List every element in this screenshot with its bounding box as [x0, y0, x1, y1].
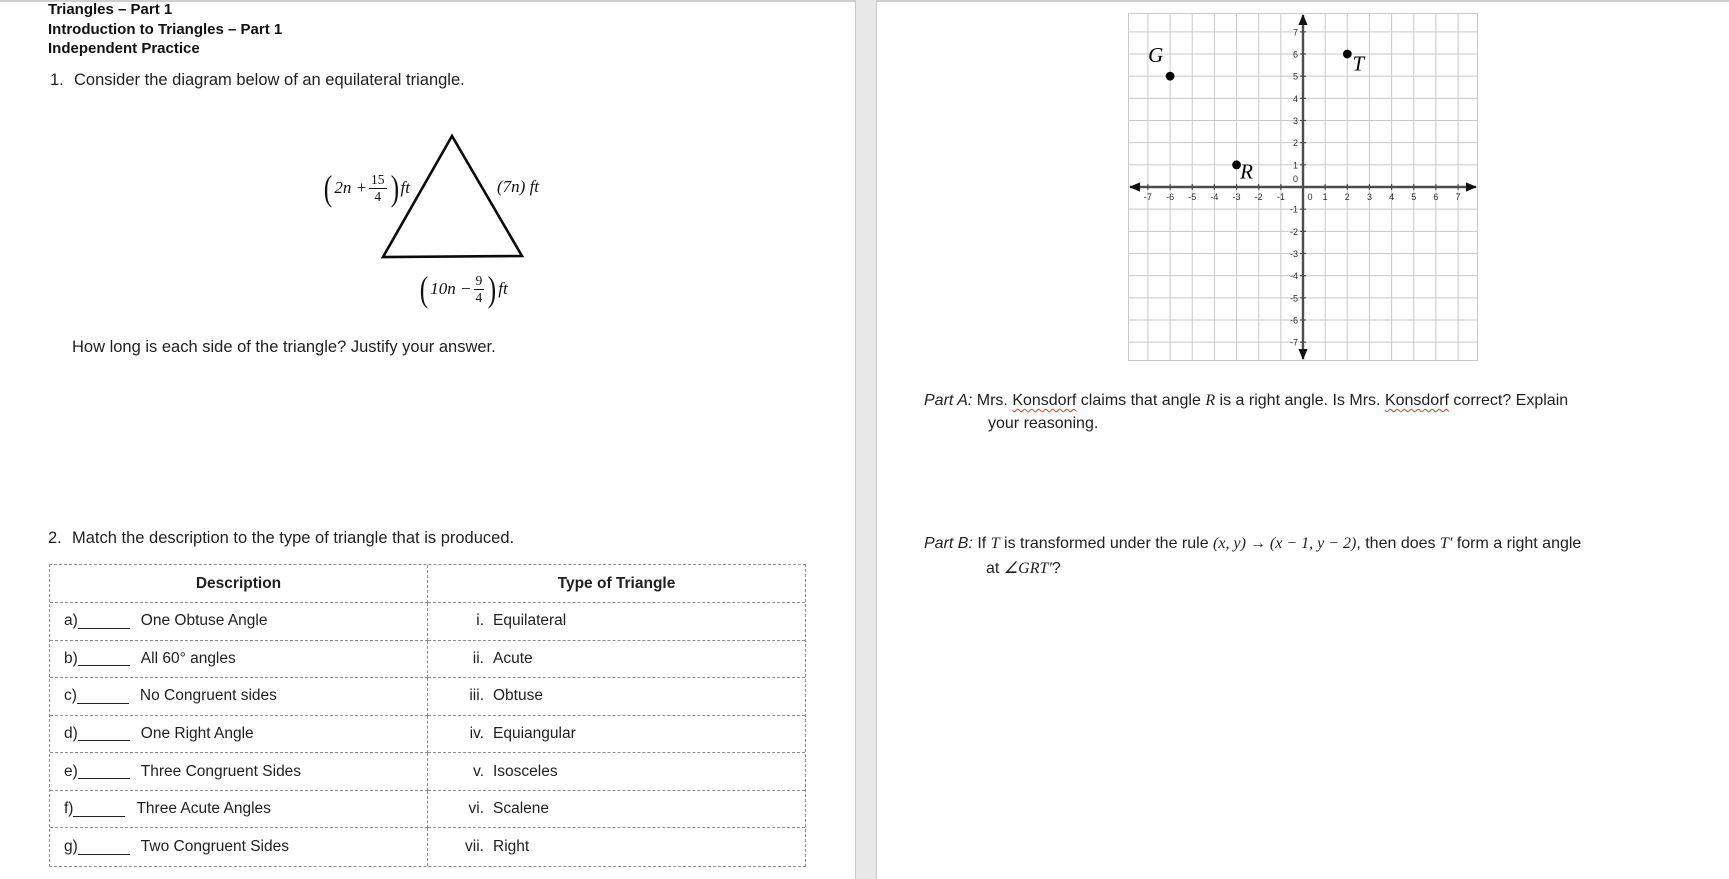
text-segment: Part B:	[924, 535, 973, 552]
question-1-followup: How long is each side of the triangle? Justify your answer.	[72, 338, 496, 356]
triangle-right-side-label: (7n) ft	[497, 177, 540, 196]
x-axis-arrow-left	[1129, 182, 1140, 191]
y-tick-label: 1	[1292, 160, 1298, 171]
point-label-T: T	[1352, 51, 1365, 76]
y-tick-label: 0	[1292, 174, 1298, 184]
y-axis-arrow-down	[1298, 349, 1307, 360]
row-letter: f)	[64, 800, 74, 818]
text-segment: claims that angle	[1076, 392, 1206, 409]
text-segment: ?	[1051, 560, 1061, 577]
y-tick-label: -6	[1289, 315, 1298, 326]
x-tick-label: 3	[1366, 192, 1372, 202]
point-T	[1343, 50, 1352, 59]
triangle-type-text: Acute	[493, 649, 533, 667]
close-paren: )	[488, 269, 497, 309]
description-text: One Obtuse Angle	[140, 612, 268, 630]
question-2-text: Match the description to the type of triangle that is produced.	[72, 529, 515, 547]
triangle-type-text: Equiangular	[493, 724, 576, 742]
header-line-lesson: Introduction to Triangles – Part 1	[48, 20, 283, 38]
answer-blank	[78, 726, 130, 741]
y-tick-label: 3	[1292, 116, 1298, 127]
table-row-type	[428, 641, 805, 679]
x-tick-label: -1	[1276, 192, 1285, 202]
roman-numeral: vi.	[468, 800, 484, 818]
header-line-unit: Triangles – Part 1	[48, 1, 173, 18]
question-1-number: 1.	[50, 71, 64, 89]
x-tick-label: 7	[1455, 192, 1461, 202]
y-tick-label: -5	[1289, 293, 1298, 304]
y-tick-label: -7	[1289, 337, 1298, 348]
table-header-description: Description	[50, 565, 428, 603]
question-2	[48, 529, 514, 548]
answer-blank	[78, 651, 130, 666]
table-row-type	[428, 678, 805, 716]
y-tick-label: 7	[1292, 27, 1298, 38]
row-letter: g)	[64, 838, 78, 856]
part-a-line-1	[924, 392, 1568, 410]
y-tick-label: -4	[1289, 271, 1298, 282]
triangle-type-text: Equilateral	[493, 612, 567, 630]
part-b-line-1	[924, 535, 1581, 553]
part-a-line-2	[988, 415, 1098, 433]
description-text: Three Congruent Sides	[140, 762, 302, 780]
table-row-description	[50, 791, 428, 829]
row-letter: c)	[64, 687, 77, 705]
x-tick-label: 0	[1307, 192, 1313, 202]
roman-numeral: i.	[476, 612, 484, 630]
grid-svg	[1128, 13, 1478, 361]
text-segment: Part A:	[924, 392, 973, 409]
roman-numeral: iii.	[469, 687, 484, 705]
y-tick-label: -3	[1289, 248, 1298, 259]
x-tick-label: 5	[1411, 192, 1417, 202]
question-1	[50, 71, 465, 90]
text-segment: your reasoning.	[988, 415, 1099, 432]
x-tick-label: -4	[1210, 192, 1219, 202]
text-segment: Konsdorf	[1012, 392, 1077, 409]
text-segment: Mrs.	[972, 392, 1013, 409]
answer-blank	[78, 614, 130, 629]
open-paren: (	[420, 269, 429, 309]
text-segment: If	[972, 535, 991, 552]
x-tick-label: -6	[1166, 192, 1175, 202]
y-tick-label: 6	[1292, 49, 1298, 60]
text-segment: at	[986, 560, 1004, 577]
text-segment: form a right angle	[1452, 535, 1582, 552]
x-tick-label: -7	[1143, 192, 1152, 202]
table-row-description	[50, 641, 428, 679]
text-segment: is transformed under the rule	[999, 535, 1214, 552]
answer-blank	[78, 764, 130, 779]
text-segment: R	[1205, 392, 1216, 409]
text-segment: ∠GRT′	[1003, 560, 1052, 577]
answer-blank	[77, 689, 129, 704]
part-b-line-2	[986, 558, 1061, 578]
matching-table	[49, 564, 806, 867]
question-2-number: 2.	[48, 529, 62, 547]
open-paren: (	[324, 168, 333, 208]
table-row-type	[428, 603, 805, 641]
row-letter: d)	[64, 724, 78, 742]
point-G	[1166, 72, 1175, 81]
row-letter: b)	[64, 649, 78, 667]
answer-blank	[78, 840, 130, 855]
description-text: Three Acute Angles	[136, 800, 271, 818]
triangle-type-text: Right	[493, 838, 530, 856]
table-row-description	[50, 753, 428, 791]
worksheet-header	[48, 0, 282, 59]
x-tick-label: 1	[1322, 192, 1328, 202]
coordinate-grid	[1128, 13, 1478, 361]
close-paren: )	[390, 168, 399, 208]
y-tick-label: 4	[1292, 93, 1298, 104]
x-tick-label: -3	[1232, 192, 1241, 202]
page-gap	[855, 0, 877, 879]
table-row-description	[50, 828, 428, 866]
roman-numeral: v.	[473, 762, 484, 780]
y-tick-label: -1	[1289, 204, 1298, 215]
description-text: All 60° angles	[140, 649, 236, 667]
x-axis-arrow-right	[1466, 182, 1477, 191]
y-tick-label: 2	[1292, 138, 1298, 149]
y-tick-label: -2	[1289, 226, 1298, 237]
table-row-type	[428, 753, 805, 791]
text-segment: (x, y) → (x − 1, y − 2)	[1213, 535, 1357, 552]
roman-numeral: iv.	[469, 724, 484, 742]
text-segment: T′	[1439, 535, 1453, 552]
y-tick-label: 5	[1292, 71, 1298, 82]
header-line-practice: Independent Practice	[48, 40, 200, 57]
table-row-type	[428, 716, 805, 754]
table-row-type	[428, 828, 805, 866]
x-tick-label: -5	[1188, 192, 1197, 202]
point-label-R: R	[1240, 159, 1253, 184]
table-row-description	[50, 716, 428, 754]
fraction: $\frac{9}{4}$	[475, 272, 483, 305]
table-row-description	[50, 603, 428, 641]
point-label-G: G	[1148, 42, 1164, 67]
table-row-type	[428, 791, 805, 829]
x-tick-label: 6	[1433, 192, 1439, 202]
table-header-type-of-triangle: Type of Triangle	[428, 565, 805, 603]
roman-numeral: ii.	[472, 649, 484, 667]
text-segment: is a right angle. Is Mrs.	[1215, 392, 1385, 409]
question-1-text: Consider the diagram below of an equilateral triangle.	[74, 71, 465, 89]
triangle-type-text: Isosceles	[493, 762, 558, 780]
roman-numeral: vii.	[465, 838, 484, 856]
description-text: Two Congruent Sides	[140, 838, 289, 856]
triangle-bottom-side-label: ( 10n − $\frac{9}{4}$ ) ft	[420, 269, 508, 309]
x-tick-label: 4	[1389, 192, 1395, 202]
text-segment: , then does	[1356, 535, 1440, 552]
triangle-left-side-label: ( 2n + $\frac{15}{4}$ ) ft	[324, 168, 410, 208]
fraction: $\frac{15}{4}$	[371, 171, 385, 204]
description-text: One Right Angle	[140, 724, 254, 742]
text-segment: Konsdorf	[1384, 392, 1449, 409]
triangle-type-text: Obtuse	[493, 687, 543, 705]
text-segment: T	[990, 535, 1000, 552]
table-row-description	[50, 678, 428, 716]
row-letter: e)	[64, 762, 78, 780]
answer-blank	[73, 802, 125, 817]
x-tick-label: 2	[1344, 192, 1350, 202]
text-segment: correct? Explain	[1448, 392, 1569, 409]
description-text: No Congruent sides	[139, 687, 277, 705]
row-letter: a)	[64, 612, 78, 630]
triangle-type-text: Scalene	[493, 800, 550, 818]
y-axis-arrow-up	[1298, 14, 1307, 25]
x-tick-label: -2	[1254, 192, 1263, 202]
